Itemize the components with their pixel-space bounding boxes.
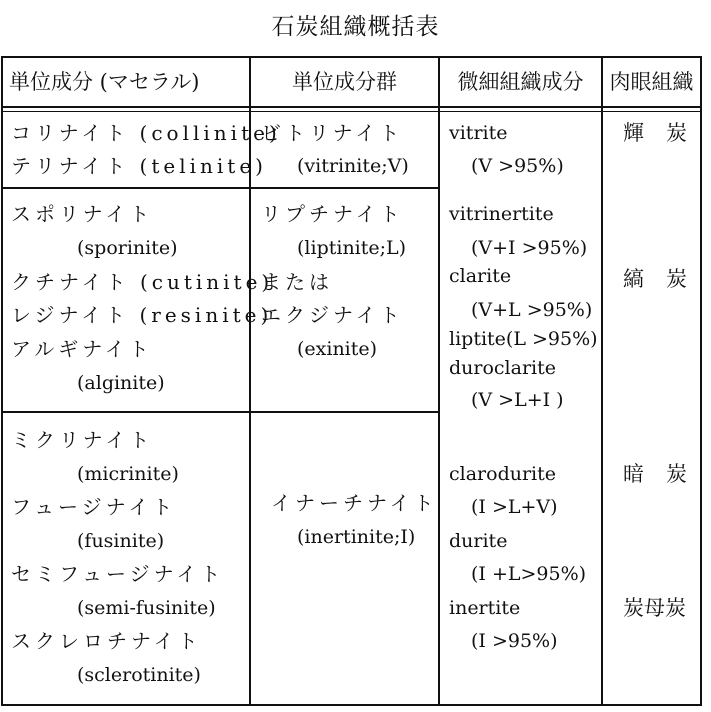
group-exinite-en: (exinite) (297, 338, 378, 360)
litho-vitrain: 輝炭 (623, 121, 709, 145)
maceral-alginite-en: (alginite) (77, 372, 165, 394)
micro-liptite: liptite(L >95%) (449, 328, 598, 350)
row-divider (3, 187, 438, 189)
maceral-sclerotinite-ja: スクレロチナイト (11, 629, 202, 653)
maceral-sporinite-ja: スポリナイト (11, 202, 154, 226)
maceral-micrinite-ja: ミクリナイト (11, 428, 154, 452)
group-liptinite-en: (liptinite;L) (297, 237, 407, 259)
maceral-sclerotinite-en: (sclerotinite) (77, 664, 201, 686)
column-divider (601, 58, 603, 704)
maceral-resinite: レジナイト (resinite) (11, 303, 273, 327)
header-microlithotype: 微細組織成分 (457, 70, 584, 94)
row-divider (3, 411, 438, 413)
litho-durain: 暗炭 (623, 462, 709, 486)
maceral-fusinite-ja: フュージナイト (11, 495, 177, 519)
coal-structure-table (1, 56, 709, 706)
maceral-alginite-ja: アルギナイト (11, 337, 153, 361)
maceral-sporinite-en: (sporinite) (77, 237, 178, 259)
litho-fusain: 炭母炭 (623, 596, 686, 620)
micro-clarite-rule: (V+L >95%) (471, 299, 593, 321)
micro-durite-rule: (I +L>95%) (471, 563, 587, 585)
litho-clarain: 縞炭 (623, 267, 709, 291)
group-or-text: または (261, 270, 333, 294)
micro-vitrinertite-rule: (V+I >95%) (471, 237, 588, 259)
group-vitrinite-ja: ビトリナイト (261, 121, 404, 145)
table-title: 石炭組織概括表 (271, 14, 440, 40)
maceral-semi-fusinite-ja: セミフュージナイト (11, 562, 225, 586)
maceral-cutinite: クチナイト (cutinite) (11, 270, 274, 294)
header-divider (3, 106, 700, 108)
maceral-telinite: テリナイト (telinite) (11, 154, 267, 178)
micro-vitrite: vitrite (449, 122, 508, 144)
maceral-collinite: コリナイト (collinite) (11, 121, 281, 145)
group-exinite-ja: エクジナイト (261, 303, 404, 327)
maceral-semi-fusinite-en: (semi-fusinite) (77, 597, 216, 619)
maceral-micrinite-en: (micrinite) (77, 463, 179, 485)
header-maceral: 単位成分 (マセラル) (9, 70, 200, 94)
micro-clarodurite-rule: (I >L+V) (471, 496, 558, 518)
group-inertinite-en: (inertinite;I) (297, 526, 416, 548)
micro-vitrite-rule: (V >95%) (471, 155, 564, 177)
column-divider (438, 58, 440, 704)
maceral-fusinite-en: (fusinite) (77, 530, 165, 552)
group-liptinite-ja: リプチナイト (261, 202, 404, 226)
micro-duroclarite: duroclarite (449, 357, 557, 379)
group-inertinite-ja: イナーチナイト (271, 491, 438, 515)
group-vitrinite-en: (vitrinite;V) (297, 155, 409, 177)
micro-duroclarite-rule: (V >L+I ) (471, 389, 564, 411)
micro-clarite: clarite (449, 265, 512, 287)
header-divider (3, 111, 700, 112)
header-maceral-group: 単位成分群 (292, 70, 397, 94)
micro-inertite: inertite (449, 597, 521, 619)
micro-vitrinertite: vitrinertite (449, 203, 554, 225)
header-lithotype: 肉眼組織 (609, 70, 694, 94)
micro-inertite-rule: (I >95%) (471, 630, 558, 652)
micro-clarodurite: clarodurite (449, 463, 557, 485)
micro-durite: durite (449, 530, 508, 552)
